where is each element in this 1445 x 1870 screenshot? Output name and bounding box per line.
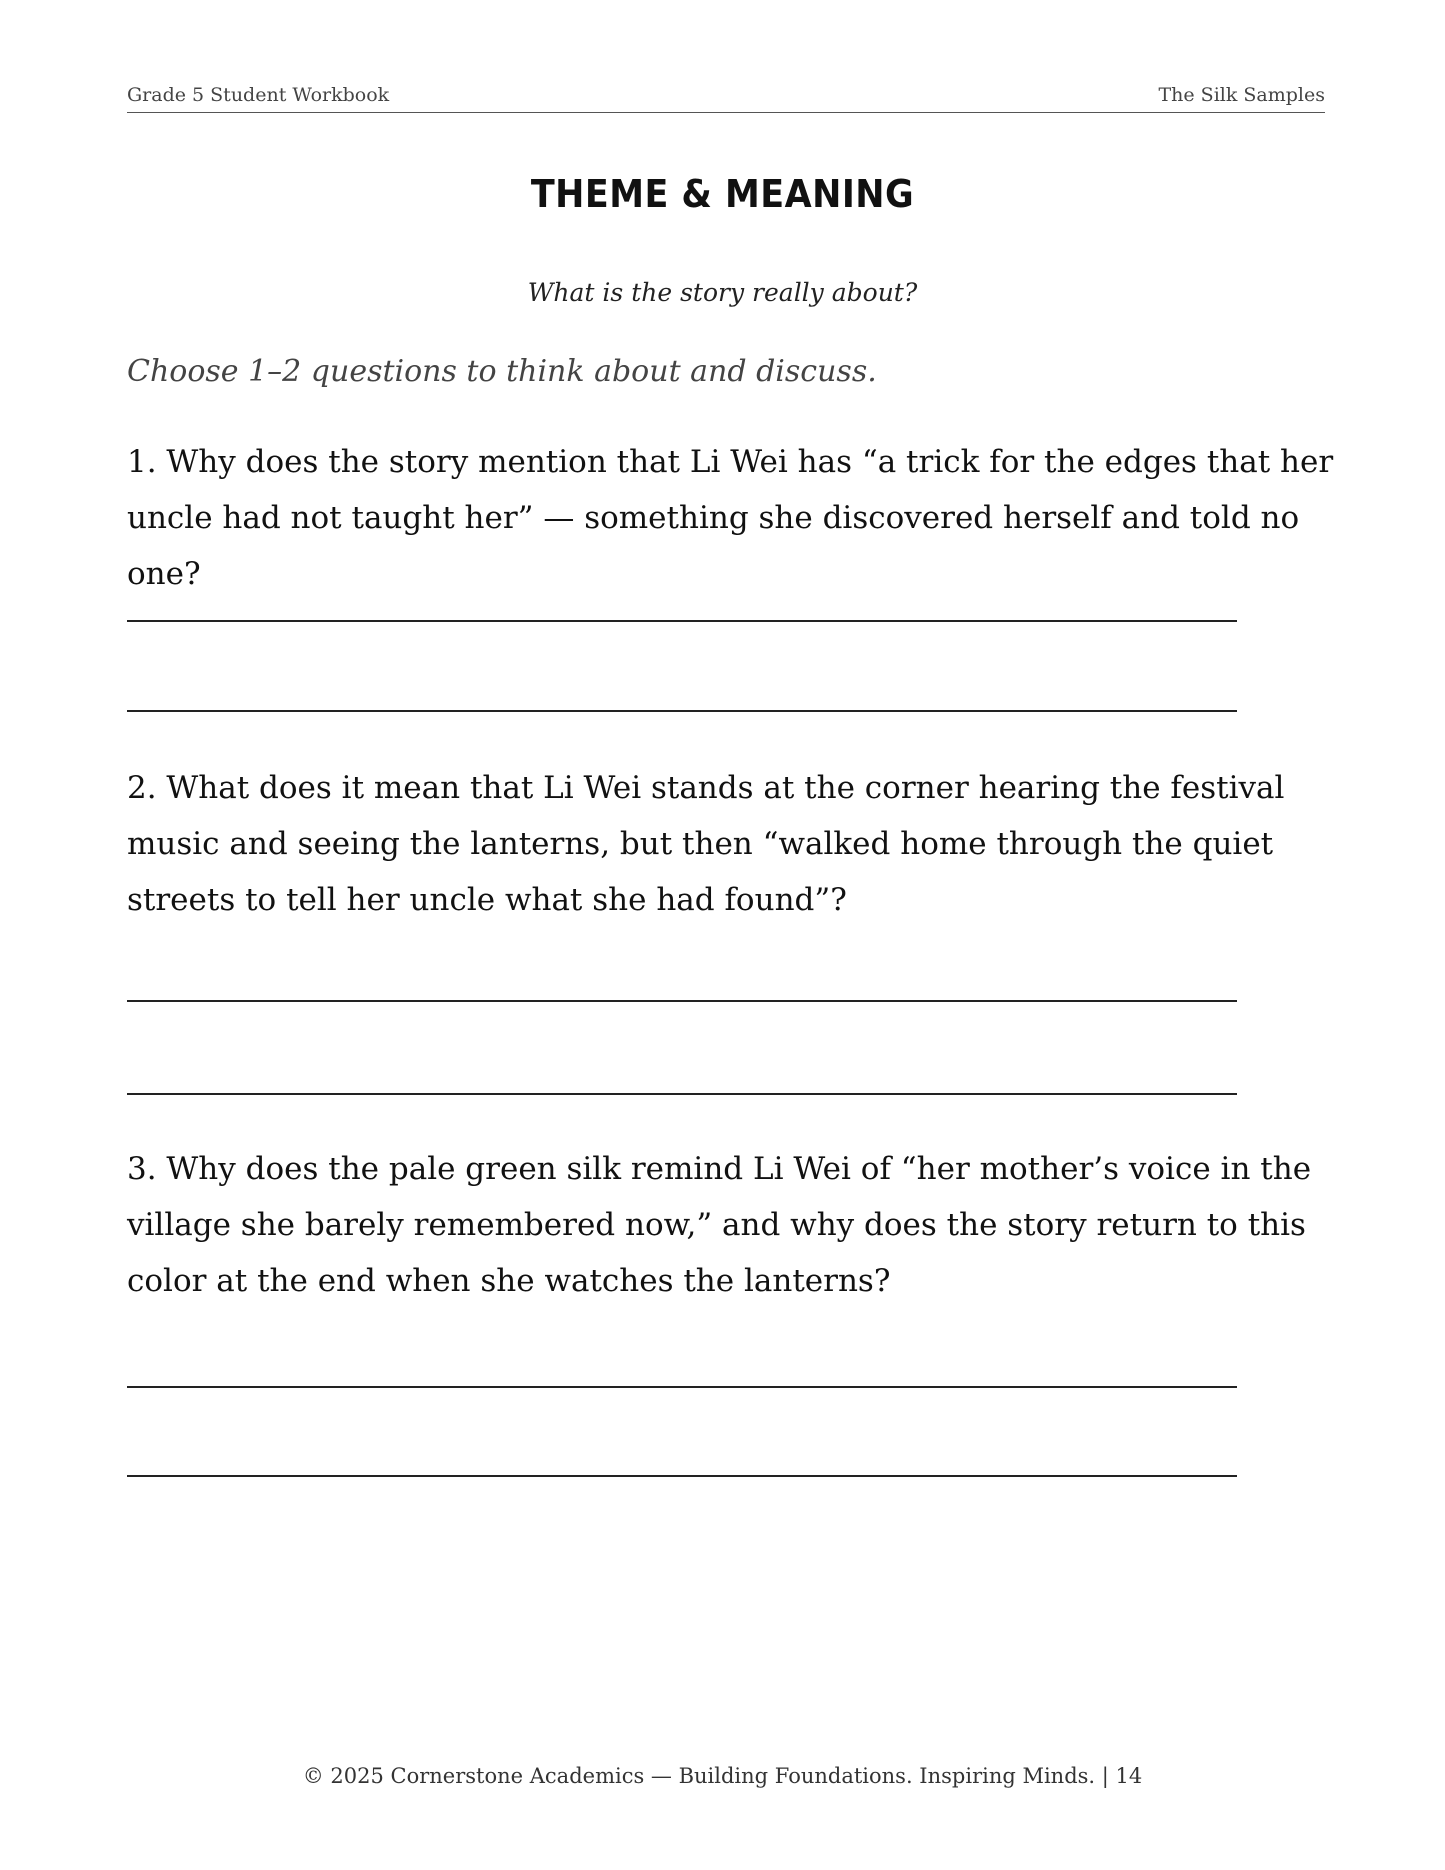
answer-line-3b[interactable] — [127, 1475, 1237, 1477]
answer-line-3a[interactable] — [127, 1386, 1237, 1388]
question-1: 1. Why does the story mention that Li Wei has “a trick for the edges that her uncle had not taught her” — something she discovered herself and told no one? — [127, 444, 1334, 592]
story-title-label: The Silk Samples — [1158, 84, 1325, 106]
page-footer: © 2025 Cornerstone Academics — Building Foundations. Inspiring Minds. | 14 — [302, 1764, 1143, 1788]
instructions-text: Choose 1–2 questions to think about and discuss. — [127, 354, 877, 389]
answer-line-1b[interactable] — [127, 710, 1237, 712]
workbook-label: Grade 5 Student Workbook — [127, 84, 390, 106]
answer-line-1a[interactable] — [127, 620, 1237, 622]
answer-line-2b[interactable] — [127, 1093, 1237, 1095]
question-2: 2. What does it mean that Li Wei stands at the corner hearing the festival music and seeing the lanterns, but then “walked home through the quiet streets to tell her uncle what she had found”? — [127, 770, 1285, 918]
question-3: 3. Why does the pale green silk remind Li Wei of “her mother’s voice in the village she barely remembered now,” and why does the story return to this color at the end when she watches the lanterns? — [127, 1151, 1312, 1299]
page-header — [127, 84, 1325, 113]
answer-line-2a[interactable] — [127, 1000, 1237, 1002]
page-title: THEME & MEANING — [530, 172, 915, 216]
page-subtitle: What is the story really about? — [527, 278, 918, 307]
